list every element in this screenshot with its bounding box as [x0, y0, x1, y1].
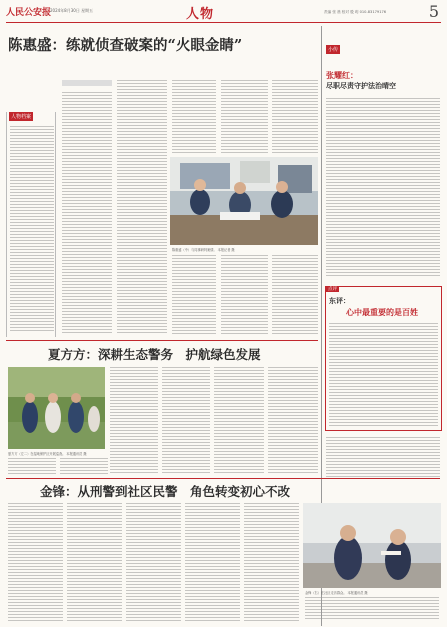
article2-col1 [8, 458, 56, 475]
article3-headline: 金锋：从刑警到社区民警 角色转变初心不改 [40, 484, 291, 499]
editors-line: 责编 张 晨 校对 殷 玥 010-83179176 [324, 10, 387, 14]
article1-profile-box [6, 112, 56, 337]
article1-col7 [272, 80, 318, 155]
right-column-text [326, 98, 440, 276]
article3-col5 [244, 503, 299, 621]
commentary-title: 心中最重要的是百姓 [346, 307, 418, 317]
community-police-image [303, 503, 441, 588]
article1-col1 [62, 92, 112, 335]
article1-col5 [221, 80, 268, 155]
commentary-box [325, 286, 442, 431]
article1-col8 [272, 255, 318, 335]
article3-photo [303, 503, 441, 588]
page-number: 5 [428, 2, 439, 21]
article1-photo [170, 157, 318, 245]
issue-date: 2024年8月30日 星期五 [50, 8, 94, 13]
article1-col3 [172, 80, 216, 155]
article3-col6 [305, 597, 439, 621]
article1-byline [62, 80, 112, 86]
commentary-tag: 点评 [328, 287, 337, 292]
article2-col2 [60, 458, 108, 475]
article1-col2 [117, 80, 167, 335]
article3-caption: 金锋（右）在社区走访群众。 本报通讯员 摄 [305, 591, 368, 595]
right-name-title: 张耀红： [326, 70, 358, 80]
article3-col3 [126, 503, 181, 621]
article3-col1 [8, 503, 63, 621]
article1-caption: 陈惠盛（中）与同事研判案情。 本报记者 摄 [172, 248, 235, 252]
article2-col5 [214, 367, 264, 475]
commentary-label: 东评： [329, 296, 350, 305]
article2-col6 [268, 367, 318, 475]
newspaper-logo: 人民公安报 [6, 8, 52, 18]
article2-col3 [110, 367, 158, 475]
article3-col4 [185, 503, 240, 621]
masthead [6, 3, 441, 23]
article1-col4 [172, 255, 216, 335]
article1-headline: 陈惠盛：练就侦查破案的“火眼金睛” [8, 37, 243, 54]
profile-text [10, 126, 54, 331]
article2-headline: 夏方方：深耕生态警务 护航绿色发展 [48, 347, 261, 362]
profile-label: 人物档案 [11, 114, 32, 120]
office-scene-image [170, 157, 318, 245]
wetland-patrol-image [8, 367, 105, 449]
article2-photo [8, 367, 105, 449]
article2-top-rule [6, 340, 318, 341]
right-lower-text [326, 437, 440, 477]
right-subtitle: 尽职尽责守护法治晴空 [326, 81, 396, 90]
article2-caption: 夏方方（左二）在湿地保护区开展巡查。 本报通讯员 摄 [8, 452, 87, 456]
profile-tag: 小传 [328, 47, 339, 53]
article3-col2 [67, 503, 122, 621]
commentary-text [329, 323, 438, 427]
article1-col6 [221, 255, 268, 335]
section-title: 人物 [186, 7, 215, 22]
article2-col4 [162, 367, 210, 475]
article3-top-rule [6, 478, 440, 479]
